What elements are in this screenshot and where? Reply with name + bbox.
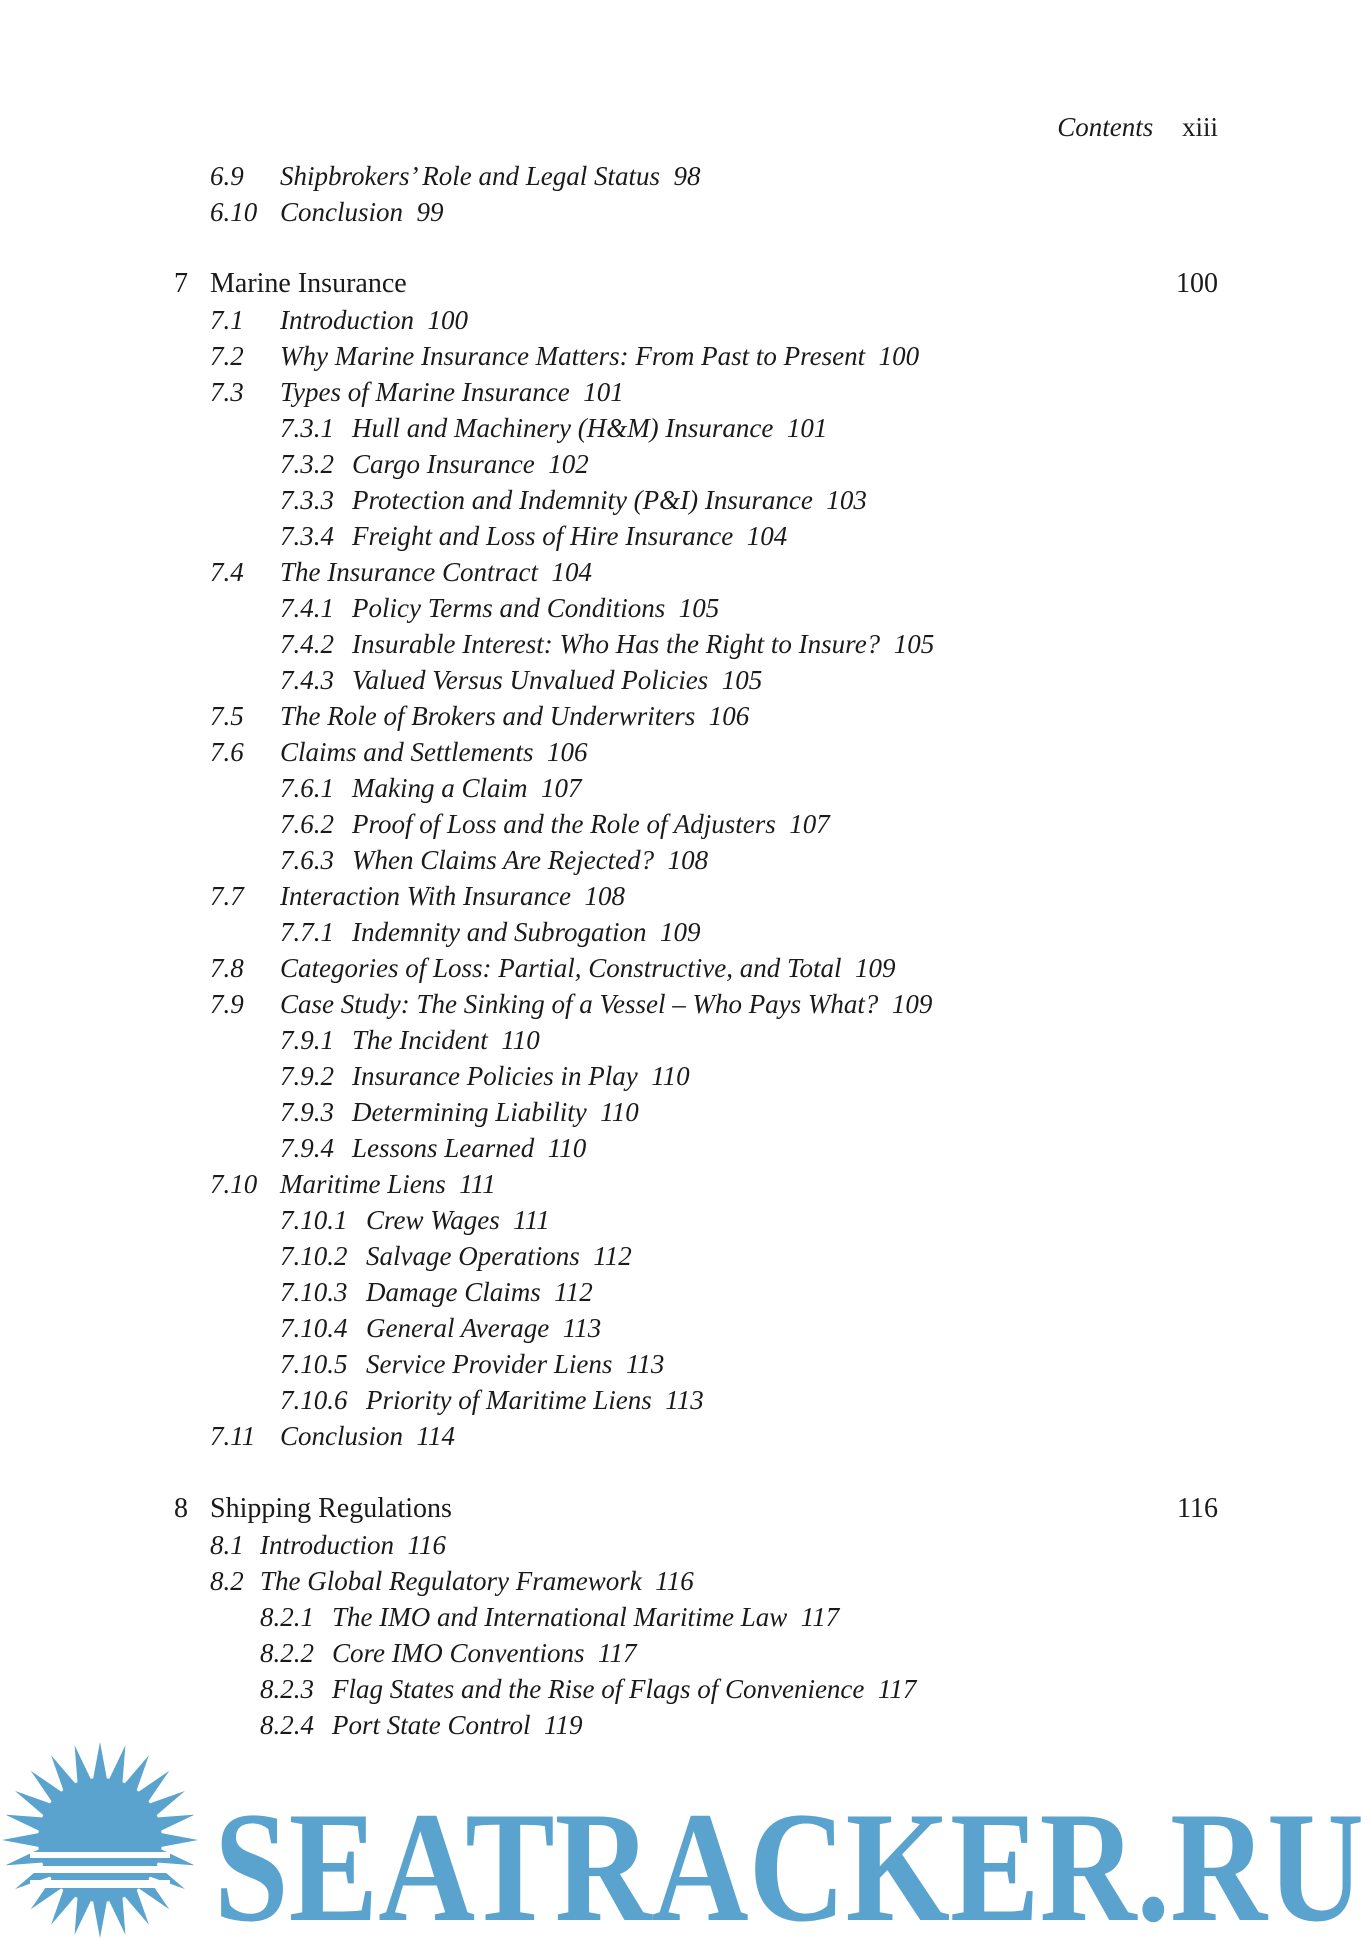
toc-entry-page: 113 xyxy=(665,1385,704,1415)
toc-entry-page: 117 xyxy=(877,1674,917,1704)
toc-entry-number: 7.6 xyxy=(210,737,244,767)
toc-entry-page: 114 xyxy=(416,1421,456,1451)
toc-entry-title: Freight and Loss of Hire Insurance xyxy=(352,521,734,551)
running-head-page-number: xiii xyxy=(1181,112,1218,142)
toc-entry-8-2-3[interactable] xyxy=(260,1671,916,1707)
toc-entry-number: 7.4.2 xyxy=(280,629,334,659)
toc-entry-page: 110 xyxy=(501,1025,540,1055)
toc-entry-page: 98 xyxy=(673,161,701,191)
toc-entry-number: 8.2.2 xyxy=(260,1638,314,1668)
toc-entry-page: 110 xyxy=(600,1097,639,1127)
toc-entry-8-2[interactable] xyxy=(210,1563,694,1599)
toc-entry-page: 103 xyxy=(826,485,867,515)
toc-entry-title: Making a Claim xyxy=(352,773,528,803)
toc-entry-7-6[interactable] xyxy=(210,734,587,770)
chapter-page: 100 xyxy=(1176,268,1218,299)
toc-entry-number: 7.10 xyxy=(210,1169,258,1199)
toc-entry-number: 7.1 xyxy=(210,305,244,335)
horizon-line xyxy=(30,1852,170,1858)
toc-entry-7-6-3[interactable] xyxy=(280,842,708,878)
toc-entry-number: 6.10 xyxy=(210,197,258,227)
toc-entry-page: 105 xyxy=(678,593,720,623)
toc-entry-number: 7.2 xyxy=(210,341,244,371)
toc-entry-title: Proof of Loss and the Role of Adjusters xyxy=(352,809,776,839)
toc-entry-page: 116 xyxy=(655,1566,694,1596)
toc-entry-title: Interaction With Insurance xyxy=(280,881,571,911)
toc-entry-page: 107 xyxy=(789,809,830,839)
toc-entry-number: 7.4.1 xyxy=(280,593,334,623)
toc-entry-title: Valued Versus Unvalued Policies xyxy=(352,665,709,695)
chapter-title: Marine Insurance xyxy=(210,268,407,299)
toc-entry-7-6-2[interactable] xyxy=(280,806,830,842)
chapter-page: 116 xyxy=(1177,1493,1218,1524)
toc-entry-number: 8.1 xyxy=(210,1530,244,1560)
toc-entry-page: 107 xyxy=(541,773,582,803)
toc-entry-number: 7.10.1 xyxy=(280,1205,348,1235)
toc-entry-number: 7.10.3 xyxy=(280,1277,348,1307)
chapter-heading-8[interactable] xyxy=(174,1491,1218,1527)
chapter-title: Shipping Regulations xyxy=(210,1493,452,1524)
toc-entry-title: Determining Liability xyxy=(352,1097,587,1127)
toc-entry-number: 7.6.3 xyxy=(280,845,334,875)
toc-entry-page: 101 xyxy=(583,377,624,407)
toc-entry-page: 101 xyxy=(786,413,828,443)
toc-entry-number: 7.3.3 xyxy=(280,485,334,515)
toc-entry-page: 108 xyxy=(667,845,709,875)
toc-entry-7-1[interactable] xyxy=(210,302,468,338)
toc-entry-7-4-2[interactable] xyxy=(280,626,934,662)
toc-entry-title: Policy Terms and Conditions xyxy=(352,593,666,623)
running-head-label: Contents xyxy=(1057,112,1154,142)
horizon-line xyxy=(30,1880,170,1888)
toc-entry-title: Insurable Interest: Who Has the Right to Insure? xyxy=(352,629,881,659)
toc-entry-7-4-3[interactable] xyxy=(280,662,762,698)
chapter-number: 8 xyxy=(174,1493,188,1524)
toc-entry-number: 7.9 xyxy=(210,989,244,1019)
toc-entry-page: 111 xyxy=(459,1169,496,1199)
toc-entry-page: 100 xyxy=(878,341,920,371)
toc-entry-7-9-3[interactable] xyxy=(280,1094,639,1130)
toc-entry-number: 7.3.4 xyxy=(280,521,334,551)
toc-entry-title: The Role of Brokers and Underwriters xyxy=(280,701,696,731)
toc-entry-7-2[interactable] xyxy=(210,338,919,374)
running-head xyxy=(1057,112,1218,143)
toc-entry-title: Crew Wages xyxy=(366,1205,500,1235)
toc-entry-title: General Average xyxy=(366,1313,550,1343)
toc-entry-7-10-6[interactable] xyxy=(280,1382,704,1418)
toc-entry-number: 7.6.1 xyxy=(280,773,334,803)
toc-entry-title: Types of Marine Insurance xyxy=(280,377,570,407)
toc-entry-number: 6.9 xyxy=(210,161,244,191)
toc-entry-number: 8.2.1 xyxy=(260,1602,314,1632)
horizon-line xyxy=(30,1866,170,1873)
toc-entry-number: 7.4 xyxy=(210,557,244,587)
toc-entry-page: 100 xyxy=(427,305,468,335)
toc-entry-7-10[interactable] xyxy=(210,1166,496,1202)
toc-entry-page: 110 xyxy=(547,1133,587,1163)
toc-entry-page: 104 xyxy=(746,521,788,551)
toc-entry-number: 7.4.3 xyxy=(280,665,334,695)
toc-entry-number: 7.6.2 xyxy=(280,809,334,839)
toc-entry-7-3-4[interactable] xyxy=(280,518,787,554)
toc-entry-page: 109 xyxy=(855,953,896,983)
toc-entry-page: 109 xyxy=(891,989,933,1019)
toc-entry-title: The IMO and International Maritime Law xyxy=(332,1602,788,1632)
toc-entry-8-2-1[interactable] xyxy=(260,1599,839,1635)
toc-entry-page: 106 xyxy=(546,737,588,767)
toc-entry-number: 7.10.4 xyxy=(280,1313,348,1343)
toc-entry-title: Port State Control xyxy=(332,1710,531,1740)
toc-entry-title: The Global Regulatory Framework xyxy=(260,1566,642,1596)
watermark-text: SEATRACKER.RU xyxy=(214,1780,1364,1938)
toc-entry-7-3-1[interactable] xyxy=(280,410,827,446)
toc-entry-7-9-1[interactable] xyxy=(280,1022,540,1058)
toc-entry-7-4[interactable] xyxy=(210,554,592,590)
toc-entry-title: Priority of Maritime Liens xyxy=(366,1385,652,1415)
toc-entry-page: 116 xyxy=(407,1530,446,1560)
toc-entry-number: 7.11 xyxy=(210,1421,256,1451)
toc-entry-number: 7.9.1 xyxy=(280,1025,334,1055)
toc-entry-7-10-2[interactable] xyxy=(280,1238,632,1274)
toc-entry-title: Conclusion xyxy=(280,1421,404,1451)
toc-entry-title: The Insurance Contract xyxy=(280,557,538,587)
toc-entry-page: 113 xyxy=(625,1349,665,1379)
toc-entry-number: 8.2.3 xyxy=(260,1674,314,1704)
toc-entry-7-10-3[interactable] xyxy=(280,1274,593,1310)
toc-entry-7-10-4[interactable] xyxy=(280,1310,601,1346)
toc-entry-page: 117 xyxy=(597,1638,637,1668)
toc-entry-title: Conclusion xyxy=(280,197,404,227)
toc-entry-page: 113 xyxy=(562,1313,602,1343)
toc-entry-title: Flag States and the Rise of Flags of Convenience xyxy=(332,1674,865,1704)
toc-entry-title: Claims and Settlements xyxy=(280,737,534,767)
toc-entry-number: 7.10.2 xyxy=(280,1241,348,1271)
chapter-number: 7 xyxy=(174,268,188,299)
toc-entry-page: 117 xyxy=(800,1602,840,1632)
toc-entry-title: Hull and Machinery (H&M) Insurance xyxy=(352,413,774,443)
toc-entry-title: Salvage Operations xyxy=(366,1241,580,1271)
toc-entry-7-9-4[interactable] xyxy=(280,1130,586,1166)
toc-entry-title: The Incident xyxy=(352,1025,488,1055)
toc-entry-7-8[interactable] xyxy=(210,950,896,986)
toc-entry-7-3-3[interactable] xyxy=(280,482,867,518)
toc-entry-title: Introduction xyxy=(280,305,414,335)
toc-entry-page: 99 xyxy=(416,197,444,227)
toc-entry-title: Core IMO Conventions xyxy=(332,1638,585,1668)
toc-entry-title: Cargo Insurance xyxy=(352,449,535,479)
toc-entry-page: 110 xyxy=(651,1061,690,1091)
toc-entry-title: Introduction xyxy=(260,1530,394,1560)
toc-entry-page: 111 xyxy=(513,1205,550,1235)
toc-entry-number: 8.2 xyxy=(210,1566,244,1596)
toc-entry-page: 105 xyxy=(721,665,763,695)
toc-entry-page: 105 xyxy=(893,629,935,659)
toc-entry-title: Maritime Liens xyxy=(280,1169,446,1199)
toc-entry-page: 112 xyxy=(593,1241,632,1271)
toc-entry-page: 109 xyxy=(659,917,701,947)
toc-entry-number: 7.5 xyxy=(210,701,244,731)
toc-entry-7-9-2[interactable] xyxy=(280,1058,690,1094)
watermark xyxy=(0,1740,1371,1938)
toc-entry-page: 108 xyxy=(584,881,625,911)
toc-entry-6-9[interactable] xyxy=(210,158,700,194)
toc-entry-7-7[interactable] xyxy=(210,878,625,914)
toc-entry-title: Service Provider Liens xyxy=(366,1349,613,1379)
toc-entry-title: Shipbrokers’ Role and Legal Status xyxy=(280,161,660,191)
toc-entry-title: Categories of Loss: Partial, Constructive, and Total xyxy=(280,953,842,983)
toc-entry-page: 112 xyxy=(554,1277,593,1307)
toc-entry-7-10-5[interactable] xyxy=(280,1346,664,1382)
toc-entry-7-11[interactable] xyxy=(210,1418,455,1454)
toc-entry-7-7-1[interactable] xyxy=(280,914,700,950)
toc-entry-title: Lessons Learned xyxy=(352,1133,535,1163)
toc-entry-title: Why Marine Insurance Matters: From Past to Present xyxy=(280,341,866,371)
toc-entry-7-10-1[interactable] xyxy=(280,1202,550,1238)
toc-entry-7-3-2[interactable] xyxy=(280,446,589,482)
toc-entry-page: 106 xyxy=(708,701,750,731)
toc-entry-number: 8.2.4 xyxy=(260,1710,314,1740)
toc-entry-8-2-4[interactable] xyxy=(260,1707,583,1743)
sunburst-logo-icon xyxy=(2,1742,198,1938)
toc-entry-page: 104 xyxy=(551,557,592,587)
toc-entry-number: 7.9.4 xyxy=(280,1133,334,1163)
toc-entry-8-2-2[interactable] xyxy=(260,1635,636,1671)
toc-entry-number: 7.9.3 xyxy=(280,1097,334,1127)
toc-entry-title: Protection and Indemnity (P&I) Insurance xyxy=(352,485,813,515)
toc-entry-number: 7.9.2 xyxy=(280,1061,334,1091)
toc-entry-number: 7.3.1 xyxy=(280,413,334,443)
toc-entry-6-10[interactable] xyxy=(210,194,444,230)
toc-entry-7-9[interactable] xyxy=(210,986,932,1022)
toc-entry-number: 7.3.2 xyxy=(280,449,334,479)
toc-entry-number: 7.8 xyxy=(210,953,244,983)
toc-entry-number: 7.7 xyxy=(210,881,244,911)
toc-entry-number: 7.10.5 xyxy=(280,1349,348,1379)
toc-entry-number: 7.3 xyxy=(210,377,244,407)
toc-entry-title: Damage Claims xyxy=(366,1277,541,1307)
toc-entry-7-5[interactable] xyxy=(210,698,749,734)
toc-entry-title: Indemnity and Subrogation xyxy=(352,917,647,947)
toc-entry-title: When Claims Are Rejected? xyxy=(352,845,655,875)
toc-entry-7-3[interactable] xyxy=(210,374,624,410)
toc-entry-title: Insurance Policies in Play xyxy=(352,1061,638,1091)
toc-entry-8-1[interactable] xyxy=(210,1527,446,1563)
toc-entry-page: 102 xyxy=(548,449,589,479)
chapter-heading-7[interactable] xyxy=(174,266,1218,302)
toc-entry-number: 7.7.1 xyxy=(280,917,334,947)
toc-entry-7-4-1[interactable] xyxy=(280,590,719,626)
toc-entry-page: 119 xyxy=(544,1710,583,1740)
toc-entry-7-6-1[interactable] xyxy=(280,770,582,806)
toc-entry-number: 7.10.6 xyxy=(280,1385,348,1415)
toc-entry-title: Case Study: The Sinking of a Vessel – Who Pays What? xyxy=(280,989,879,1019)
